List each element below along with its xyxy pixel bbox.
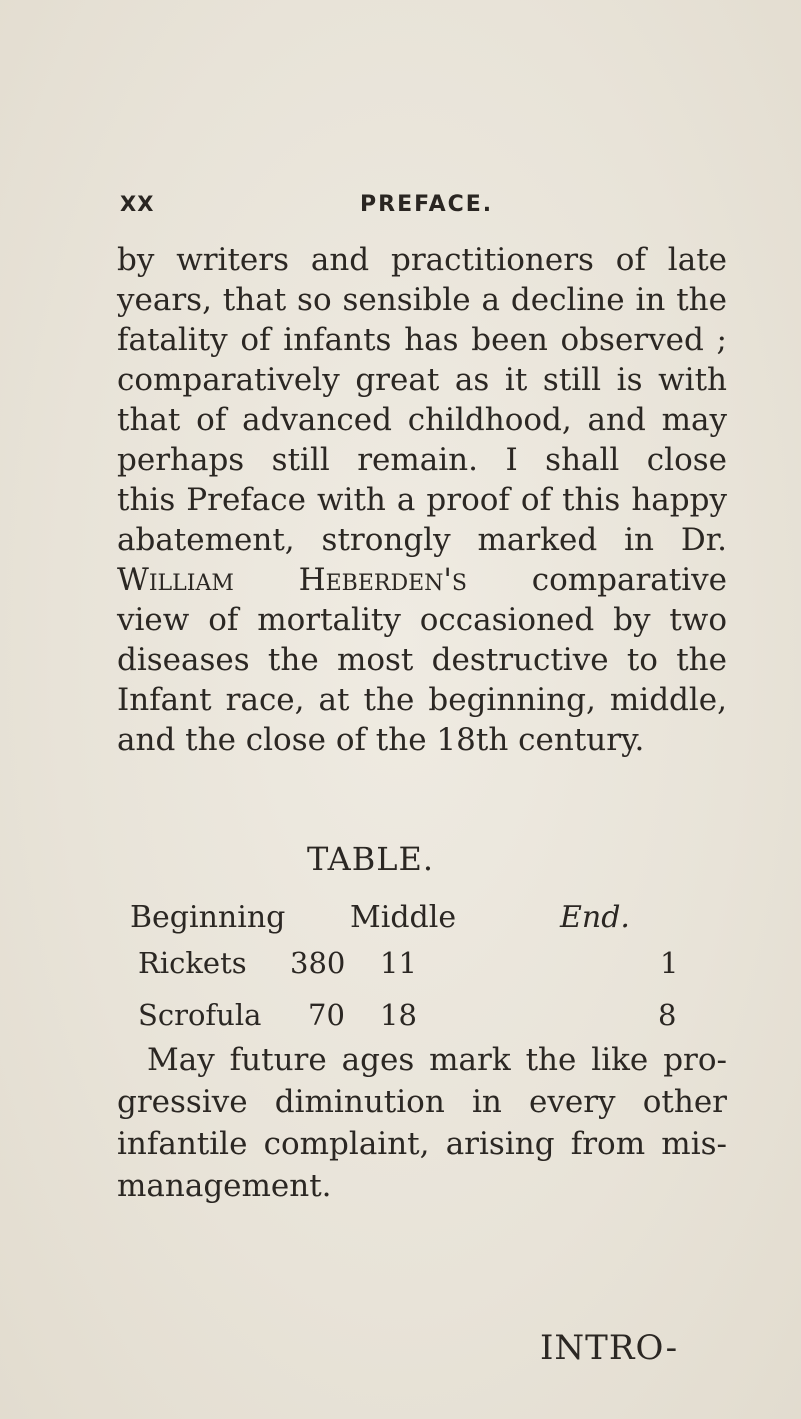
catchword: INTRO-: [540, 1328, 679, 1368]
text-line: [117, 560, 727, 600]
running-head: [120, 192, 720, 232]
text-line: comparatively great as it still is with: [117, 362, 727, 398]
text-line: perhaps still remain. I shall close: [117, 442, 727, 478]
text-line: infantile complaint, arising from mis-: [117, 1126, 727, 1162]
value-middle: 18: [380, 998, 417, 1032]
text-line: Infant race, at the beginning, middle,: [117, 682, 727, 718]
text-line: view of mortality occasioned by two: [117, 602, 727, 638]
table-body: [130, 946, 730, 1050]
text-line: abatement, strongly marked in Dr.: [117, 522, 727, 558]
page-number: XX: [120, 192, 155, 216]
disease-name: Scrofula: [138, 998, 262, 1032]
preface-paragraph: [117, 240, 727, 760]
text-line: years, that so sensible a decline in the: [117, 282, 727, 318]
value-end: 8: [658, 998, 677, 1032]
text-fragment: comparative: [531, 562, 727, 598]
text-line: diseases the most destructive to the: [117, 642, 727, 678]
text-line: fatality of infants has been observed ;: [117, 322, 727, 358]
value-middle: 11: [380, 946, 417, 980]
value-beginning: 380: [290, 946, 346, 980]
text-line: May future ages mark the like pro-: [147, 1042, 727, 1078]
table-header-cell: End.: [560, 900, 630, 935]
table-header-row: [130, 900, 730, 940]
closing-paragraph: [117, 1040, 727, 1208]
table-header-cell: Beginning: [130, 900, 286, 935]
running-title: PREFACE.: [360, 192, 494, 217]
text-line: and the close of the 18th century.: [117, 722, 645, 758]
value-end: 1: [660, 946, 679, 980]
text-line: gressive diminution in every other: [117, 1084, 727, 1120]
value-beginning: 70: [308, 998, 345, 1032]
text-line: by writers and practitioners of late: [117, 242, 727, 278]
text-line: this Preface with a proof of this happy: [117, 482, 727, 518]
text-line: management.: [117, 1168, 332, 1204]
author-name: William Heberden's: [117, 562, 468, 598]
table-title: TABLE.: [307, 840, 434, 878]
text-line: that of advanced childhood, and may: [117, 402, 727, 438]
disease-name: Rickets: [138, 946, 247, 980]
table-header-cell: Middle: [350, 900, 457, 935]
table-row: [130, 946, 730, 998]
